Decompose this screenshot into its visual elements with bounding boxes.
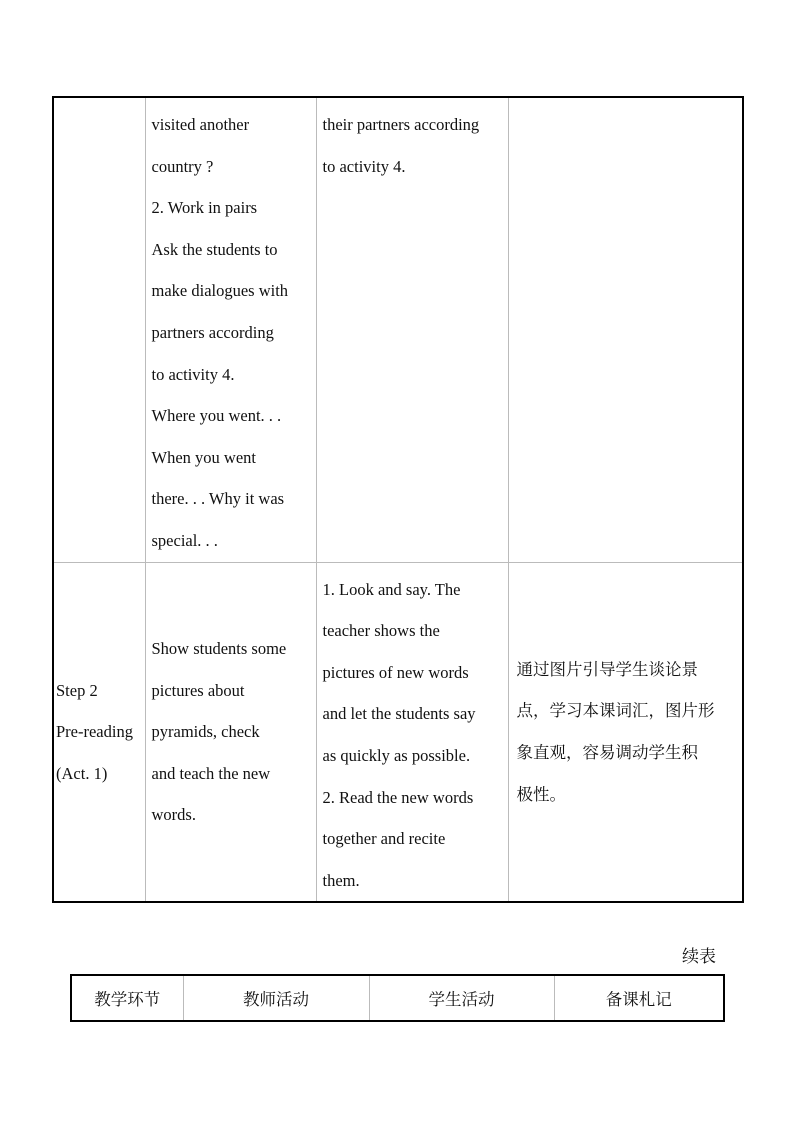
text-line: to activity 4.: [322, 156, 406, 176]
text-line: words.: [151, 805, 196, 825]
step-cell: [53, 97, 145, 562]
text-line: 2. Work in pairs: [151, 198, 258, 218]
text-line: and teach the new: [151, 763, 271, 783]
text-line: pictures about: [151, 680, 245, 700]
text-line: 通过图片引导学生谈论景: [516, 659, 698, 679]
table-row: [53, 97, 743, 562]
student-activity-cell: [316, 562, 508, 902]
notes-cell: [508, 97, 743, 562]
header-student-activity: 学生活动: [369, 975, 554, 1021]
student-activity-cell: [316, 97, 508, 562]
text-line: special. . .: [151, 530, 218, 550]
text-line: Ask the students to: [151, 239, 278, 259]
text-line: and let the students say: [322, 704, 476, 724]
continued-table-header: [70, 974, 725, 1022]
text-line: Where you went. . .: [151, 406, 282, 426]
text-line: 点，学习本课词汇，图片形: [516, 701, 715, 721]
lesson-plan-table: [52, 96, 744, 903]
text-line: teacher shows the: [322, 621, 440, 641]
teacher-activity-text: [146, 98, 316, 562]
teacher-activity-cell: [145, 562, 316, 902]
text-line: country ?: [151, 156, 214, 176]
text-line: as quickly as possible.: [322, 745, 471, 765]
text-line: there. . . Why it was: [151, 489, 285, 509]
teacher-activity-text: [146, 628, 316, 836]
step-label: [54, 670, 145, 795]
text-line: visited another: [151, 115, 250, 134]
text-line: make dialogues with: [151, 281, 289, 301]
step-cell: [53, 562, 145, 902]
text-line: (Act. 1): [56, 763, 108, 783]
text-line: 极性。: [516, 784, 566, 804]
notes-cell: [508, 562, 743, 902]
text-line: together and recite: [322, 829, 446, 849]
text-line: 象直观，容易调动学生积: [516, 742, 698, 762]
text-line: pictures of new words: [322, 662, 469, 682]
teacher-activity-cell: [145, 97, 316, 562]
text-line: to activity 4.: [151, 364, 235, 384]
header-teacher-activity: 教师活动: [183, 975, 369, 1021]
text-line: partners according: [151, 322, 274, 342]
header-lesson-notes: 备课札记: [554, 975, 724, 1021]
continuation-label: 续表: [682, 947, 716, 967]
header-teaching-step: 教学环节: [71, 975, 183, 1021]
header-row: [71, 975, 724, 1021]
table-row: [53, 562, 743, 902]
student-activity-text: [317, 563, 508, 902]
text-line: Step 2: [56, 680, 98, 700]
notes-text: [509, 649, 743, 815]
student-activity-text: [317, 98, 508, 187]
text-line: Pre-reading: [56, 722, 133, 742]
text-line: When you went: [151, 447, 256, 467]
text-line: 1. Look and say. The: [322, 579, 461, 599]
text-line: pyramids, check: [151, 722, 260, 742]
text-line: their partners according: [322, 115, 480, 134]
text-line: 2. Read the new words: [322, 787, 474, 807]
text-line: Show students some: [151, 638, 287, 658]
text-line: them.: [322, 870, 360, 890]
